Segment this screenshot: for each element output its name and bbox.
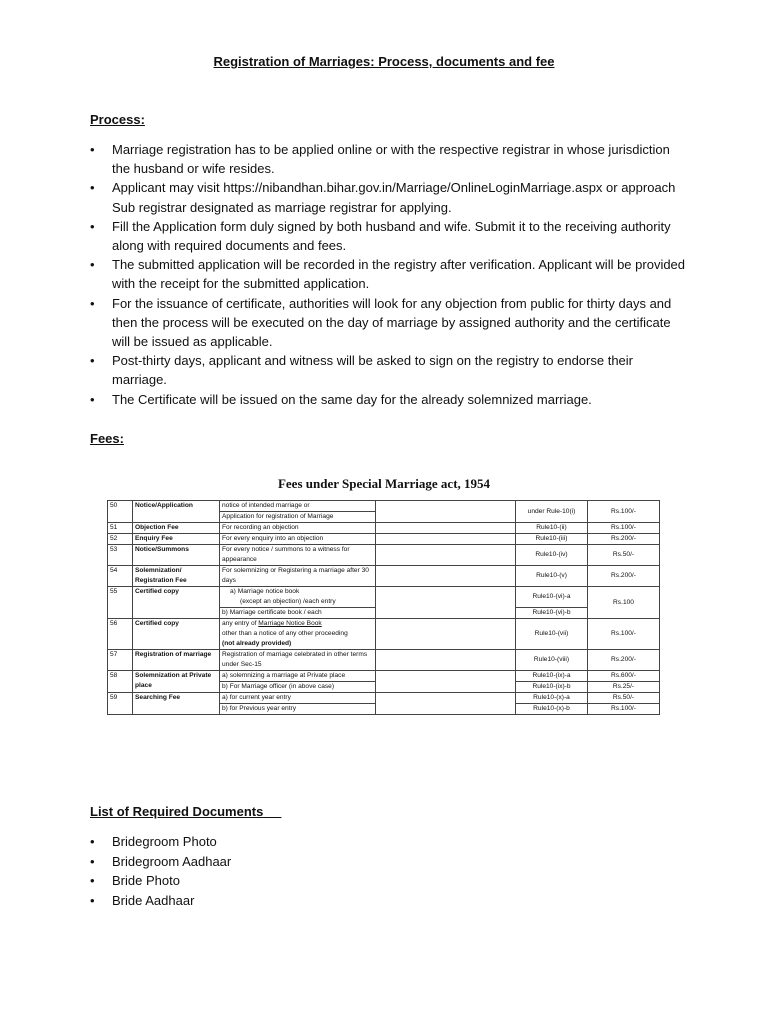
documents-list [90, 832, 690, 910]
list-item: • Bridegroom Photo [90, 832, 690, 852]
desc-line: (not already provided) [222, 640, 292, 647]
row-fee: Rs.200/- [588, 650, 660, 671]
page-title: Registration of Marriages: Process, documents and fee [213, 54, 555, 69]
row-desc: b) For Marriage officer (in above case) [220, 682, 376, 693]
row-fee: Rs.50/- [588, 693, 660, 704]
row-spacer [376, 523, 516, 534]
table-row [108, 545, 660, 566]
list-item: • Applicant may visit https://nibandhan.bihar.gov.in/Marriage/OnlineLoginMarriage.aspx or approach Sub registrar designated as marriage registrar for applying. [90, 178, 690, 216]
row-desc: For recording an objection [220, 523, 376, 534]
row-fee: Rs.200/- [588, 566, 660, 587]
row-rule: Rule10-(x)-a [516, 693, 588, 704]
row-spacer [376, 534, 516, 545]
row-rule: Rule10-(iii) [516, 534, 588, 545]
desc-line: a) Marriage notice book [230, 588, 300, 595]
row-desc [220, 619, 376, 650]
row-number: 50 [108, 501, 133, 523]
row-desc: b) Marriage certificate book / each [220, 608, 376, 619]
row-rule: Rule10-(ix)-a [516, 671, 588, 682]
row-spacer [376, 671, 516, 693]
row-item: Notice/Summons [133, 545, 220, 566]
row-fee: Rs.100/- [588, 619, 660, 650]
desc-line: (except an objection) /each entry [240, 598, 336, 605]
row-item: Objection Fee [133, 523, 220, 534]
row-desc: Application for registration of Marriage [220, 512, 376, 523]
table-row [108, 587, 660, 608]
row-desc: Registration of marriage celebrated in other terms under Sec-15 [220, 650, 376, 671]
row-desc: a) for current year entry [220, 693, 376, 704]
row-rule: Rule10-(ii) [516, 523, 588, 534]
row-spacer [376, 587, 516, 619]
row-desc: a) solemnizing a marriage at Private place [220, 671, 376, 682]
table-row [108, 671, 660, 682]
table-row [108, 523, 660, 534]
row-desc: b) for Previous year entry [220, 704, 376, 715]
row-fee: Rs.100/- [588, 501, 660, 523]
row-number: 52 [108, 534, 133, 545]
table-row [108, 501, 660, 512]
row-rule: Rule10-(x)-b [516, 704, 588, 715]
row-fee: Rs.50/- [588, 545, 660, 566]
list-item: • Bride Aadhaar [90, 891, 690, 911]
table-row [108, 534, 660, 545]
fees-table [107, 500, 660, 715]
row-fee: Rs.100/- [588, 523, 660, 534]
row-item: Solemnization at Private place [133, 671, 220, 693]
row-rule: Rule10-(iv) [516, 545, 588, 566]
list-item: • The submitted application will be recorded in the registry after verification. Applicant will be provided with the receipt for the submitted application. [90, 255, 690, 293]
row-number: 57 [108, 650, 133, 671]
list-item: • Bridegroom Aadhaar [90, 852, 690, 872]
fees-heading: Fees: [90, 431, 124, 446]
row-rule: under Rule-10(i) [516, 501, 588, 523]
row-fee: Rs.200/- [588, 534, 660, 545]
desc-line: any entry of Marriage Notice Book [222, 620, 322, 627]
row-spacer [376, 650, 516, 671]
row-rule: Rule10-(v) [516, 566, 588, 587]
list-item: • Post-thirty days, applicant and witness will be asked to sign on the registry to endorse their marriage. [90, 351, 690, 389]
row-fee: Rs.100 [588, 587, 660, 619]
row-item: Searching Fee [133, 693, 220, 715]
row-rule: Rule10-(vi)-a [516, 587, 588, 608]
list-item: • Marriage registration has to be applied online or with the respective registrar in whose jurisdiction the husband or wife resides. [90, 140, 690, 178]
fees-table-title: Fees under Special Marriage act, 1954 [277, 476, 491, 491]
row-desc: notice of intended marriage or [220, 501, 376, 512]
row-number: 59 [108, 693, 133, 715]
row-spacer [376, 619, 516, 650]
process-heading: Process: [90, 112, 145, 127]
row-number: 58 [108, 671, 133, 693]
row-desc: For every notice / summons to a witness for appearance [220, 545, 376, 566]
process-list [90, 140, 690, 409]
row-number: 56 [108, 619, 133, 650]
row-number: 55 [108, 587, 133, 619]
table-row [108, 619, 660, 650]
row-item: Solemnization/ Registration Fee [133, 566, 220, 587]
row-number: 54 [108, 566, 133, 587]
table-row [108, 650, 660, 671]
row-spacer [376, 501, 516, 523]
row-item: Certified copy [133, 587, 220, 619]
list-item: • The Certificate will be issued on the same day for the already solemnized marriage. [90, 390, 690, 409]
row-rule: Rule10-(vi)-b [516, 608, 588, 619]
row-spacer [376, 693, 516, 715]
row-spacer [376, 566, 516, 587]
row-desc [220, 587, 376, 608]
row-rule: Rule10-(vii) [516, 619, 588, 650]
row-item: Registration of marriage [133, 650, 220, 671]
row-spacer [376, 545, 516, 566]
row-fee: Rs.100/- [588, 704, 660, 715]
desc-line: other than a notice of any other proceeding [222, 630, 348, 637]
row-rule: Rule10-(ix)-b [516, 682, 588, 693]
list-item: • Fill the Application form duly signed by both husband and wife. Submit it to the receiving authority along with required documents and fees. [90, 217, 690, 255]
row-fee: Rs.25/- [588, 682, 660, 693]
documents-heading: List of Required Documents [90, 804, 264, 819]
row-item: Enquiry Fee [133, 534, 220, 545]
row-desc: For every enquiry into an objection [220, 534, 376, 545]
row-number: 53 [108, 545, 133, 566]
row-item: Notice/Application [133, 501, 220, 523]
row-item: Certified copy [133, 619, 220, 650]
table-row [108, 566, 660, 587]
row-fee: Rs.600/- [588, 671, 660, 682]
list-item: • Bride Photo [90, 871, 690, 891]
table-row [108, 693, 660, 704]
row-desc: For solemnizing or Registering a marriage after 30 days [220, 566, 376, 587]
list-item: • For the issuance of certificate, authorities will look for any objection from public for thirty days and then the process will be executed on the day of marriage by assigned authority and the certificate will be issued as applicable. [90, 294, 690, 352]
row-number: 51 [108, 523, 133, 534]
row-rule: Rule10-(viii) [516, 650, 588, 671]
